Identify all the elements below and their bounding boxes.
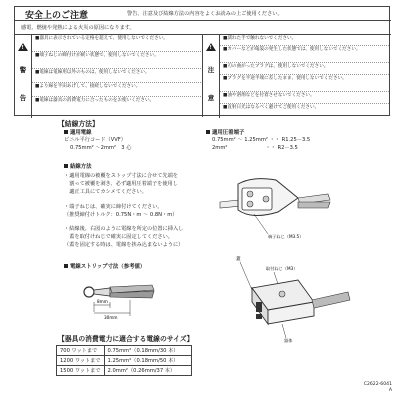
warning-item: ■電線は電線用以外のものは、使用しないでください。 xyxy=(32,69,201,83)
strip-dimension-diagram xyxy=(80,272,160,320)
caution-label-2: 意 xyxy=(207,94,215,102)
capacity-heading: 【器具の消費電力に適合する電線のサイズ】 xyxy=(58,335,194,343)
strip-heading xyxy=(64,262,145,270)
warning-triangle-icon xyxy=(18,43,28,51)
strip-dim-1: 8mm xyxy=(97,299,108,304)
table-cell-watt: 1200 ワットまで xyxy=(57,356,105,366)
warning-item: ■より線を半田あげして、接続しないでください。 xyxy=(32,83,201,97)
caution-item: ■刃の曲がったプラグは、使用しないでください。 xyxy=(220,63,389,75)
table-cell-size: 1.25mm²（0.18mm/50 本） xyxy=(104,356,191,366)
cable-heading-text: 適用電線 xyxy=(70,130,92,136)
safety-box xyxy=(14,6,390,116)
caution-item: ■油や溶剤などを付着させないでください。 xyxy=(220,92,389,104)
cable-line-2: 0.75mm² ～2mm² 3 心 xyxy=(70,145,132,151)
strip-dim-2: 30mm xyxy=(104,315,118,320)
terminal-spec-1: 0.75mm² ～ 1.25mm² ・・ R1.25－3.5 xyxy=(212,137,311,143)
square-bullet-icon xyxy=(206,130,210,134)
method-step: 適正工具にてカシメてください。 xyxy=(64,189,147,195)
table-cell-size: 2.0mm²（0.26mm/37 本） xyxy=(104,366,191,376)
plug-top-view-diagram xyxy=(218,158,346,244)
table-row xyxy=(57,366,192,376)
caution-column xyxy=(203,34,391,117)
table-cell-watt: 1500 ワットまで xyxy=(57,366,105,376)
method-step: ・結線後、右図のように電線を所定の位置に挿入し xyxy=(64,226,184,232)
warning-item: ■器具に表示されている定格を超えて、使用しないでください。 xyxy=(32,35,201,52)
fix-screw-label: 取付ねじ（M3） xyxy=(266,266,298,271)
square-bullet-icon xyxy=(64,164,68,168)
method-step: （推奨締付けトルク：0.75N・m ～ 0.8N・m） xyxy=(64,212,178,218)
caution-triangle-icon xyxy=(206,43,216,51)
caution-item: ■濡れた手で触れないでください。 xyxy=(220,35,389,46)
warning-list xyxy=(31,35,201,118)
safety-subtitle: 警告、注意及び結線方法の内容をよくお読みの上ご使用ください。 xyxy=(127,11,283,17)
cable-line-1: ビニル平行コード（VVF） xyxy=(64,137,126,143)
method-heading-text: 結線方法 xyxy=(70,164,92,170)
document-revision: A xyxy=(388,388,392,393)
terminal-heading xyxy=(206,128,244,136)
caution-label-1: 注 xyxy=(207,66,215,74)
wiring-heading: 【結線方法】 xyxy=(58,120,99,128)
table-row xyxy=(57,346,192,356)
table-cell-watt: 700 ワットまで xyxy=(57,346,105,356)
cable-heading xyxy=(64,128,92,136)
warning-label-1: 警 xyxy=(19,66,27,74)
screw-label: 端子ねじ（M3.5） xyxy=(268,234,304,239)
table-cell-size: 0.75mm²（0.18mm/30 本） xyxy=(104,346,191,356)
method-step: ・端子ねじは、確実に締付けてください。 xyxy=(64,204,163,210)
square-bullet-icon xyxy=(64,130,68,134)
safety-title: 安全上のご注意 xyxy=(25,11,89,21)
method-step: 蓋を取付けねじで確実に固定してください。 xyxy=(64,234,173,240)
method-step: （蓋を固定する時は、電線を挟み込まないように） xyxy=(64,242,184,248)
terminal-spec-2: 2mm² ・・ R2－3.5 xyxy=(212,145,298,151)
safety-intro: 感電、燃焼や発熱による火災の原因になります。 xyxy=(21,25,135,31)
caution-item: ■直射日光はなるべく避けてご使用ください。 xyxy=(223,105,320,110)
caution-item: ■プラグを半途半端に差したまま、使用しないでください。 xyxy=(220,75,389,92)
method-step: ・適用電線の被覆をストップ寸法に合せて先端を xyxy=(64,173,178,179)
terminal-heading-text: 適用圧着端子 xyxy=(212,130,245,136)
lid-label: 蓋 xyxy=(236,257,241,262)
warning-column xyxy=(15,34,203,117)
crimp-terminal-icon xyxy=(84,287,110,297)
document-code xyxy=(364,382,392,394)
method-step: 割って被覆を剥き、必ず適用圧着端子を使用し xyxy=(64,181,178,187)
caution-item: ■カバーなどが亀裂の発生した状態では、使用しないでください。 xyxy=(220,46,389,63)
warning-item: ■電線は器具の消費電力に合ったものをお使いください。 xyxy=(35,98,155,103)
method-heading xyxy=(64,162,92,170)
warning-item: ■端子ねじの締付けが緩い状態で、使用しないでください。 xyxy=(32,52,201,69)
plug-assembly-diagram xyxy=(222,250,352,350)
strip-heading-text: 電線ストリップ寸法（参考値） xyxy=(70,264,146,270)
capacity-table xyxy=(56,345,192,376)
table-row xyxy=(57,356,192,366)
caution-list xyxy=(219,35,389,118)
square-bullet-icon xyxy=(64,264,68,268)
warning-label-2: 告 xyxy=(19,94,27,102)
body-label: 器体 xyxy=(284,338,293,343)
safety-title-row xyxy=(15,7,391,21)
document-code-text: C2622-6041 xyxy=(363,382,392,387)
